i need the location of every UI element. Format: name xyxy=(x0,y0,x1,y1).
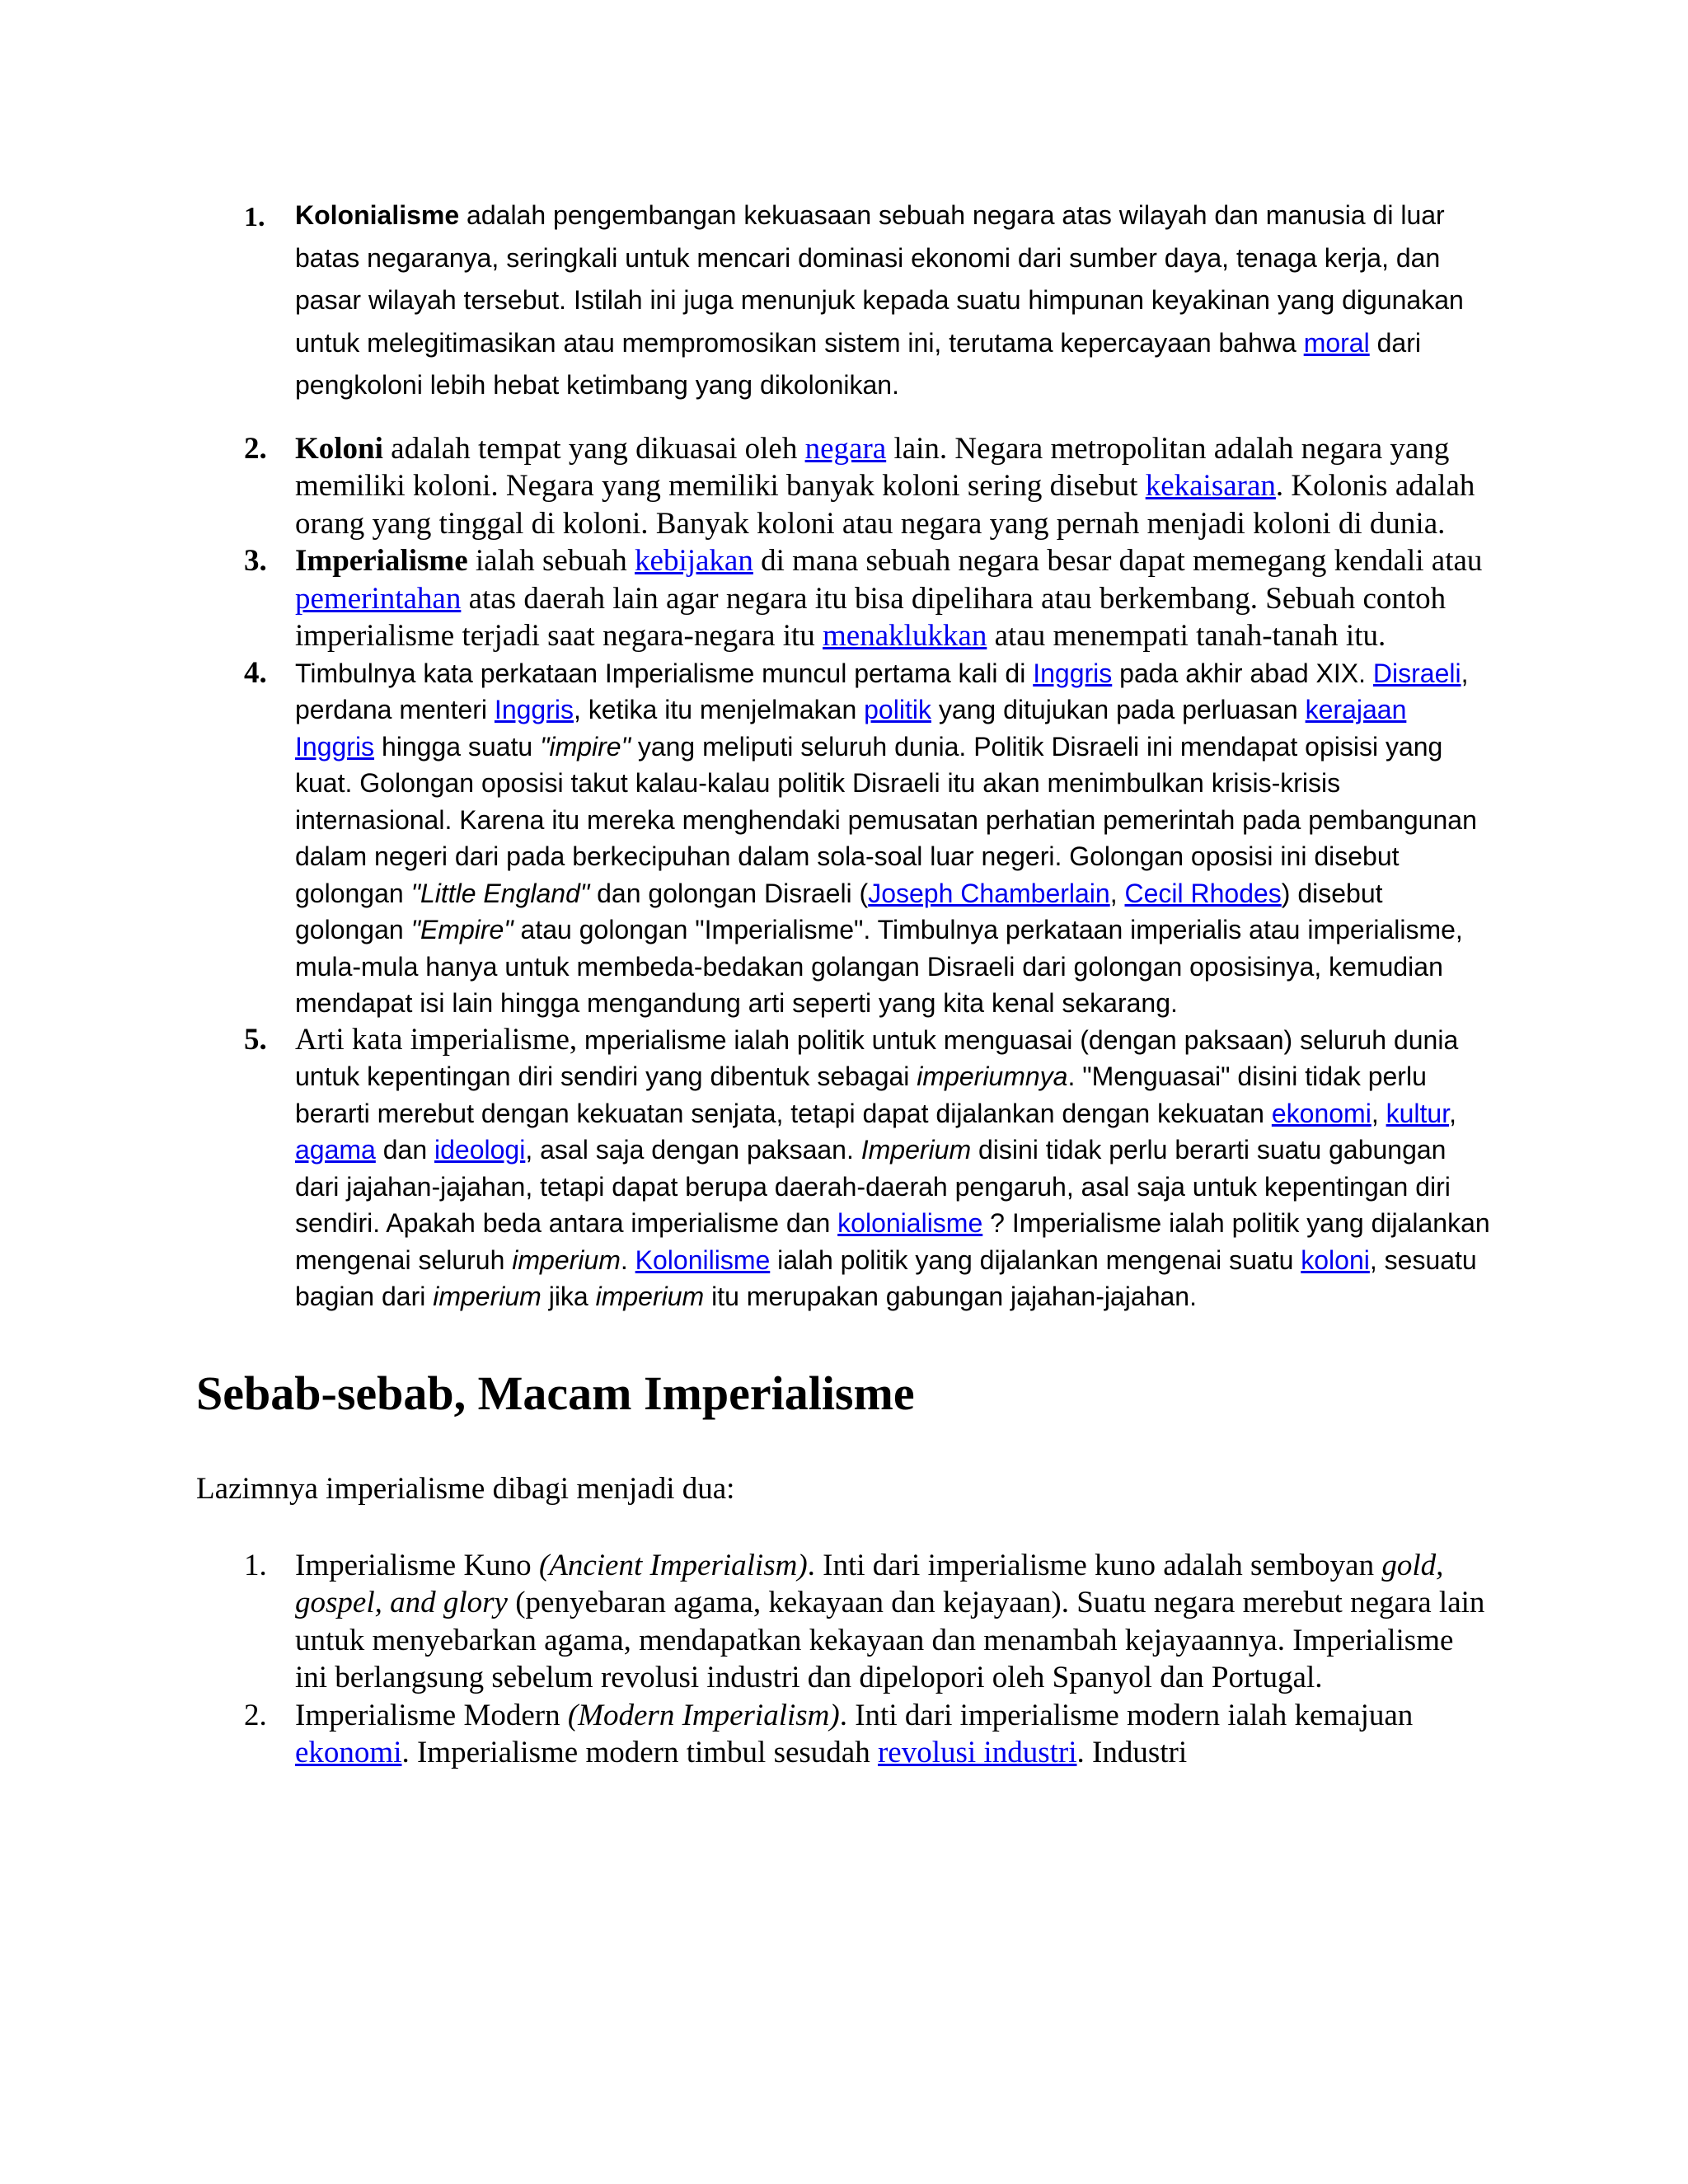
text: atau golongan "Imperialisme". Timbulnya perkataan imperialis atau imperialisme, mula-mula hanya untuk membeda-bedakan golangan Disraeli dari golongan oposisinya, kemudian mendapat isi lain hingga mengandung arti seperti yang kita kenal sekarang. xyxy=(295,915,1463,1018)
text: adalah pengembangan kekuasaan sebuah negara atas wilayah dan manusia di luar batas negaranya, seringkali untuk mencari dominasi ekonomi dari sumber daya, tenaga kerja, dan pasar wilayah tersebut. Istilah ini juga menunjuk kepada suatu himpunan keyakinan yang digunakan untuk melegitimasikan atau mempromosikan sistem ini, terutama kepercayaan bahwa xyxy=(295,200,1464,358)
text: yang meliputi seluruh dunia. Politik Disraeli ini mendapat opisisi yang kuat. Golongan oposisi takut kalau-kalau politik Disraeli itu akan menimbulkan krisis-krisis internasional. Karena itu mereka menghendaki pemusatan perhatian pemerintah pada pembangunan dalam negeri dari pada berkecipuhan dalam sola-soal luar negeri. Golongan oposisi ini disebut golongan xyxy=(295,731,1477,908)
italic-little-england: "Little England" xyxy=(410,878,590,908)
link-agama[interactable]: agama xyxy=(295,1135,376,1165)
italic-empire: "Empire" xyxy=(410,915,513,944)
text: , xyxy=(1109,878,1125,908)
lead-text: Arti kata imperialisme, xyxy=(295,1022,578,1057)
text: , asal saja dengan paksaan. xyxy=(525,1135,861,1165)
list-item-imperialisme xyxy=(196,542,1492,655)
text: ialah sebuah xyxy=(467,544,635,578)
term-koloni: Koloni xyxy=(295,431,383,466)
link-inggris[interactable]: Inggris xyxy=(295,731,375,762)
text: . xyxy=(620,1244,635,1275)
link-kultur[interactable]: kultur xyxy=(1386,1098,1450,1128)
text: . Industri xyxy=(1076,1736,1188,1769)
text: atau menempati tanah-tanah itu. xyxy=(987,619,1386,653)
link-cecil-rhodes[interactable]: Cecil Rhodes xyxy=(1124,878,1282,908)
text: disini tidak perlu berarti suatu gabungan dari jajahan-jajahan, tetapi dapat berupa daerah-daerah pengaruh, asal saja untuk kepentingan diri sendiri. Apakah beda antara imperialisme dan xyxy=(295,1135,1451,1238)
link-inggris[interactable]: Inggris xyxy=(494,695,574,724)
text: atas daerah lain agar negara itu bisa dipelihara atau berkembang. Sebuah contoh imperialisme terjadi saat negara-negara itu xyxy=(295,581,1447,653)
list-number: 5. xyxy=(244,1022,267,1057)
list-number: 4. xyxy=(244,655,267,690)
text: , ketika itu menjelmakan xyxy=(573,695,865,724)
link-ekonomi[interactable]: ekonomi xyxy=(295,1736,402,1769)
italic-impire: "impire" xyxy=(540,731,631,762)
link-kebijakan[interactable]: kebijakan xyxy=(635,544,753,578)
link-joseph-chamberlain[interactable]: Joseph Chamberlain xyxy=(868,878,1110,908)
text: hingga suatu xyxy=(374,731,541,762)
list-number: 3. xyxy=(244,544,267,578)
list-item-kolonialisme xyxy=(196,194,1492,407)
link-moral[interactable]: moral xyxy=(1303,327,1370,358)
list-item-imperialisme-kuno xyxy=(196,1547,1492,1697)
text: , xyxy=(1371,1098,1386,1128)
link-revolusi-industri[interactable]: revolusi industri xyxy=(877,1736,1077,1769)
link-kolonilisme[interactable]: Kolonilisme xyxy=(635,1244,771,1275)
italic-gold-gospel-glory: gold, gospel, and glory xyxy=(295,1548,1444,1619)
text: itu merupakan gabungan jajahan-jajahan. xyxy=(704,1282,1197,1311)
link-kekaisaran[interactable]: kekaisaran xyxy=(1145,469,1276,503)
text: di mana sebuah negara besar dapat memegang kendali atau xyxy=(753,544,1483,578)
text: ) disebut golongan xyxy=(295,878,1383,944)
text: dan xyxy=(375,1135,435,1165)
text: dan golongan Disraeli ( xyxy=(589,878,869,908)
text: lain. Negara metropolitan adalah negara yang memiliki koloni. Negara yang memiliki banyak koloni sering disebut xyxy=(295,431,1450,503)
text: , perdana menteri xyxy=(295,658,1469,724)
text: ialah politik yang dijalankan mengenai suatu xyxy=(770,1244,1301,1275)
italic-imperium: imperium xyxy=(433,1282,542,1311)
link-ekonomi[interactable]: ekonomi xyxy=(1271,1098,1372,1128)
link-kolonialisme[interactable]: kolonialisme xyxy=(837,1208,983,1238)
text: . Imperialisme modern timbul sesudah xyxy=(401,1736,878,1769)
term-kolonialisme: Kolonialisme xyxy=(295,200,460,230)
link-menaklukkan[interactable]: menaklukkan xyxy=(823,619,987,653)
link-pemerintahan[interactable]: pemerintahan xyxy=(295,581,462,616)
text: , xyxy=(1449,1098,1456,1128)
list-item-timbulnya xyxy=(196,655,1492,1022)
text: Imperialisme Kuno xyxy=(295,1548,539,1582)
text: yang ditujukan pada perluasan xyxy=(931,695,1306,724)
text: . "Menguasai" disini tidak perlu berarti merebut dengan kekuatan senjata, tetapi dapat dijalankan dengan kekuatan xyxy=(295,1062,1427,1128)
list-item-koloni xyxy=(196,430,1492,543)
link-inggris[interactable]: Inggris xyxy=(1033,658,1113,688)
text: adalah tempat yang dikuasai oleh xyxy=(382,431,805,466)
italic-imperium: imperium xyxy=(595,1282,705,1311)
link-ideologi[interactable]: ideologi xyxy=(434,1135,526,1165)
text: , sesuatu bagian dari xyxy=(295,1244,1477,1311)
text: dari pengkoloni lebih hebat ketimbang yang dikolonikan. xyxy=(295,327,1421,400)
text: mperialisme ialah politik untuk menguasai (dengan paksaan) seluruh dunia untuk kepentingan diri sendiri yang dibentuk sebagai xyxy=(295,1024,1459,1091)
imperialism-types-list xyxy=(196,1547,1492,1772)
definitions-list xyxy=(196,194,1492,1315)
link-koloni[interactable]: koloni xyxy=(1301,1244,1370,1275)
italic-imperium: imperium xyxy=(512,1244,621,1275)
list-number: 1. xyxy=(244,202,265,232)
text: (penyebaran agama, kekayaan dan kejayaan). Suatu negara merebut negara lain untuk menyebarkan agama, mendapatkan kekayaan dan menambah kejayaannya. Imperialisme ini berlangsung sebelum revolusi industri dan dipelopori oleh Spanyol dan Portugal. xyxy=(295,1586,1485,1694)
text: Timbulnya kata perkataan Imperialisme muncul pertama kali di xyxy=(295,658,1034,688)
text: Imperialisme Modern xyxy=(295,1698,568,1732)
italic-ancient-imperialism: (Ancient Imperialism) xyxy=(538,1548,808,1582)
link-disraeli[interactable]: Disraeli xyxy=(1372,658,1461,688)
text: jika xyxy=(541,1282,596,1311)
list-item-imperialisme-modern xyxy=(196,1697,1492,1772)
text: pada akhir abad XIX. xyxy=(1112,658,1373,688)
list-number: 1. xyxy=(244,1548,267,1582)
text: . Inti dari imperialisme modern ialah kemajuan xyxy=(839,1698,1414,1732)
italic-imperium: Imperium xyxy=(860,1135,972,1165)
list-number: 2. xyxy=(244,1698,267,1732)
text: ? Imperialisme ialah politik yang dijalankan mengenai seluruh xyxy=(295,1208,1490,1275)
list-number: 2. xyxy=(244,431,267,466)
term-imperialisme: Imperialisme xyxy=(295,544,468,578)
link-kerajaan[interactable]: kerajaan xyxy=(1305,695,1407,724)
link-negara[interactable]: negara xyxy=(804,431,887,466)
italic-imperiumnya: imperiumnya xyxy=(917,1062,1068,1091)
text: . Kolonis adalah orang yang tinggal di koloni. Banyak koloni atau negara yang pernah menjadi koloni di dunia. xyxy=(295,469,1475,541)
document-page xyxy=(196,194,1492,1772)
list-item-arti-kata xyxy=(196,1022,1492,1315)
section-heading: Sebab-sebab, Macam Imperialisme xyxy=(196,1366,915,1420)
text: . Inti dari imperialisme kuno adalah semboyan xyxy=(807,1548,1382,1582)
link-politik[interactable]: politik xyxy=(864,695,931,724)
italic-modern-imperialism: (Modern Imperialism) xyxy=(567,1698,840,1732)
intro-paragraph: Lazimnya imperialisme dibagi menjadi dua: xyxy=(196,1471,735,1506)
